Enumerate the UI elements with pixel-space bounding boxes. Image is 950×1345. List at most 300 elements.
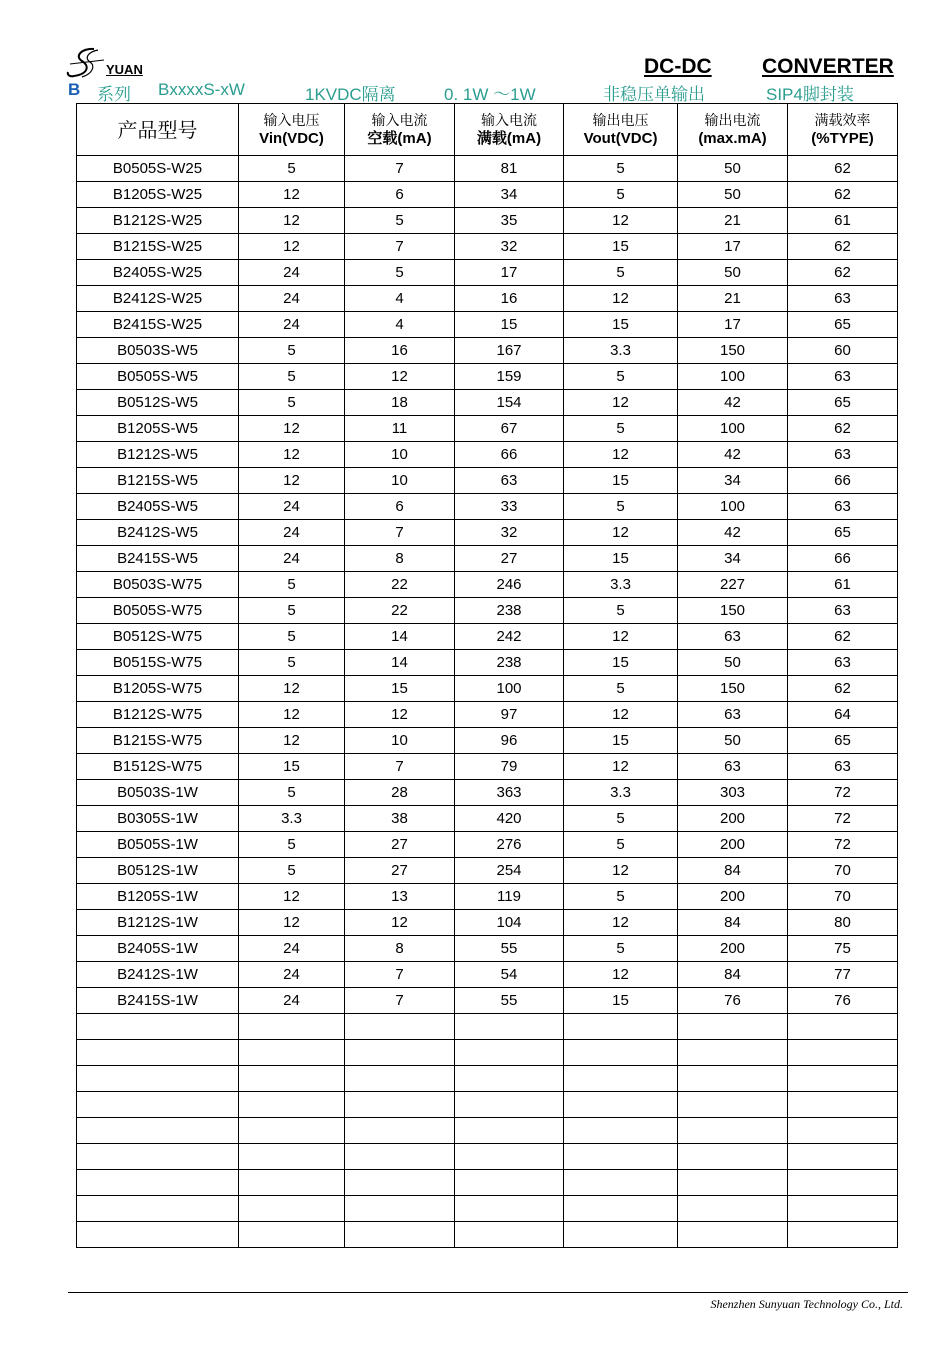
logo-text: YUAN bbox=[106, 62, 143, 77]
cell-vin: 24 bbox=[239, 988, 345, 1014]
cell-model: B1215S-W75 bbox=[77, 728, 239, 754]
cell-iin-fullload: 254 bbox=[455, 858, 564, 884]
cell-empty bbox=[345, 1196, 455, 1222]
cell-iin-noload: 7 bbox=[345, 156, 455, 182]
cell-iout: 17 bbox=[678, 234, 788, 260]
cell-empty bbox=[239, 1222, 345, 1248]
cell-vout: 15 bbox=[564, 728, 678, 754]
table-row bbox=[77, 312, 898, 338]
table-row bbox=[77, 234, 898, 260]
header-iout bbox=[678, 104, 788, 156]
cell-iin-noload: 5 bbox=[345, 208, 455, 234]
cell-iin-noload: 16 bbox=[345, 338, 455, 364]
cell-iin-noload: 7 bbox=[345, 234, 455, 260]
cell-iin-noload: 22 bbox=[345, 598, 455, 624]
cell-efficiency: 62 bbox=[788, 260, 898, 286]
cell-iout: 50 bbox=[678, 182, 788, 208]
table-row bbox=[77, 624, 898, 650]
cell-model: B1212S-W75 bbox=[77, 702, 239, 728]
table-row bbox=[77, 754, 898, 780]
cell-efficiency: 64 bbox=[788, 702, 898, 728]
table-row-empty bbox=[77, 1066, 898, 1092]
header-label: 输出电流 bbox=[704, 112, 761, 129]
cell-iin-fullload: 35 bbox=[455, 208, 564, 234]
cell-efficiency: 60 bbox=[788, 338, 898, 364]
cell-vin: 5 bbox=[239, 598, 345, 624]
table-row bbox=[77, 884, 898, 910]
cell-empty bbox=[788, 1222, 898, 1248]
series-subtitle bbox=[0, 80, 950, 104]
cell-model: B2415S-1W bbox=[77, 988, 239, 1014]
cell-model: B1205S-1W bbox=[77, 884, 239, 910]
cell-empty bbox=[678, 1170, 788, 1196]
cell-empty bbox=[678, 1222, 788, 1248]
cell-vin: 15 bbox=[239, 754, 345, 780]
cell-model: B1212S-W5 bbox=[77, 442, 239, 468]
cell-vin: 24 bbox=[239, 260, 345, 286]
cell-model: B0305S-1W bbox=[77, 806, 239, 832]
table-row bbox=[77, 962, 898, 988]
cell-model: B1212S-W25 bbox=[77, 208, 239, 234]
cell-empty bbox=[77, 1222, 239, 1248]
cell-vout: 12 bbox=[564, 702, 678, 728]
cell-empty bbox=[564, 1066, 678, 1092]
cell-empty bbox=[788, 1196, 898, 1222]
cell-iin-fullload: 33 bbox=[455, 494, 564, 520]
table-row bbox=[77, 546, 898, 572]
cell-empty bbox=[77, 1170, 239, 1196]
series-isolation: 1KVDC隔离 bbox=[305, 85, 396, 104]
cell-vout: 3.3 bbox=[564, 572, 678, 598]
cell-iin-fullload: 27 bbox=[455, 546, 564, 572]
table-row bbox=[77, 806, 898, 832]
cell-efficiency: 76 bbox=[788, 988, 898, 1014]
cell-empty bbox=[345, 1144, 455, 1170]
cell-iin-fullload: 67 bbox=[455, 416, 564, 442]
cell-vin: 5 bbox=[239, 156, 345, 182]
cell-efficiency: 72 bbox=[788, 806, 898, 832]
header-iin-fullload bbox=[455, 104, 564, 156]
cell-efficiency: 65 bbox=[788, 728, 898, 754]
cell-vout: 12 bbox=[564, 286, 678, 312]
cell-iin-fullload: 97 bbox=[455, 702, 564, 728]
cell-empty bbox=[239, 1170, 345, 1196]
cell-vin: 24 bbox=[239, 936, 345, 962]
cell-empty bbox=[77, 1118, 239, 1144]
cell-empty bbox=[345, 1014, 455, 1040]
cell-empty bbox=[564, 1170, 678, 1196]
header-unit: 空载(mA) bbox=[367, 129, 432, 147]
cell-model: B1205S-W25 bbox=[77, 182, 239, 208]
header-label: 输入电压 bbox=[263, 112, 320, 129]
cell-model: B1215S-W25 bbox=[77, 234, 239, 260]
cell-iin-fullload: 15 bbox=[455, 312, 564, 338]
cell-vin: 3.3 bbox=[239, 806, 345, 832]
cell-empty bbox=[455, 1170, 564, 1196]
cell-empty bbox=[455, 1092, 564, 1118]
cell-vin: 5 bbox=[239, 364, 345, 390]
cell-vin: 12 bbox=[239, 728, 345, 754]
series-power-range: 0. 1W ～1W bbox=[444, 85, 536, 104]
cell-iin-fullload: 420 bbox=[455, 806, 564, 832]
cell-iin-noload: 14 bbox=[345, 650, 455, 676]
cell-vin: 5 bbox=[239, 390, 345, 416]
cell-iin-noload: 6 bbox=[345, 182, 455, 208]
cell-efficiency: 63 bbox=[788, 494, 898, 520]
table-row bbox=[77, 208, 898, 234]
table-row bbox=[77, 650, 898, 676]
series-output-type: 非稳压单输出 bbox=[603, 85, 705, 104]
header-vout bbox=[564, 104, 678, 156]
cell-efficiency: 63 bbox=[788, 442, 898, 468]
header-label: 输出电压 bbox=[592, 112, 649, 129]
cell-efficiency: 63 bbox=[788, 364, 898, 390]
cell-iin-noload: 10 bbox=[345, 442, 455, 468]
cell-empty bbox=[564, 1144, 678, 1170]
cell-iin-noload: 7 bbox=[345, 988, 455, 1014]
cell-vin: 12 bbox=[239, 442, 345, 468]
cell-vin: 12 bbox=[239, 182, 345, 208]
cell-empty bbox=[345, 1092, 455, 1118]
cell-vout: 12 bbox=[564, 910, 678, 936]
header-label: 满载效率 bbox=[814, 112, 871, 129]
cell-iin-noload: 7 bbox=[345, 754, 455, 780]
table-row bbox=[77, 156, 898, 182]
table-row-empty bbox=[77, 1092, 898, 1118]
cell-iout: 50 bbox=[678, 156, 788, 182]
cell-iin-noload: 28 bbox=[345, 780, 455, 806]
cell-iin-fullload: 16 bbox=[455, 286, 564, 312]
cell-empty bbox=[239, 1144, 345, 1170]
cell-empty bbox=[788, 1040, 898, 1066]
table-header-row bbox=[77, 104, 898, 156]
cell-iin-fullload: 119 bbox=[455, 884, 564, 910]
cell-iout: 21 bbox=[678, 208, 788, 234]
cell-iin-fullload: 34 bbox=[455, 182, 564, 208]
cell-efficiency: 80 bbox=[788, 910, 898, 936]
cell-iin-fullload: 100 bbox=[455, 676, 564, 702]
cell-vin: 5 bbox=[239, 572, 345, 598]
cell-efficiency: 65 bbox=[788, 390, 898, 416]
cell-vout: 12 bbox=[564, 442, 678, 468]
cell-model: B0505S-1W bbox=[77, 832, 239, 858]
cell-model: B1212S-1W bbox=[77, 910, 239, 936]
cell-empty bbox=[788, 1014, 898, 1040]
cell-iout: 34 bbox=[678, 546, 788, 572]
cell-model: B2405S-W5 bbox=[77, 494, 239, 520]
cell-efficiency: 62 bbox=[788, 676, 898, 702]
cell-iin-fullload: 55 bbox=[455, 988, 564, 1014]
cell-iin-fullload: 81 bbox=[455, 156, 564, 182]
cell-empty bbox=[455, 1040, 564, 1066]
cell-iout: 150 bbox=[678, 598, 788, 624]
cell-empty bbox=[455, 1222, 564, 1248]
table-row bbox=[77, 442, 898, 468]
cell-iin-noload: 10 bbox=[345, 728, 455, 754]
cell-vin: 12 bbox=[239, 468, 345, 494]
table-row bbox=[77, 988, 898, 1014]
cell-iout: 84 bbox=[678, 910, 788, 936]
series-word: 系列 bbox=[97, 85, 131, 104]
cell-empty bbox=[239, 1092, 345, 1118]
cell-efficiency: 70 bbox=[788, 858, 898, 884]
cell-efficiency: 66 bbox=[788, 468, 898, 494]
series-model: BxxxxS-xW bbox=[158, 80, 245, 99]
cell-efficiency: 72 bbox=[788, 780, 898, 806]
cell-vin: 12 bbox=[239, 910, 345, 936]
cell-vout: 5 bbox=[564, 364, 678, 390]
cell-empty bbox=[239, 1014, 345, 1040]
cell-empty bbox=[345, 1222, 455, 1248]
cell-vout: 5 bbox=[564, 936, 678, 962]
cell-iin-noload: 8 bbox=[345, 546, 455, 572]
cell-empty bbox=[239, 1196, 345, 1222]
table-row bbox=[77, 260, 898, 286]
cell-efficiency: 65 bbox=[788, 312, 898, 338]
cell-efficiency: 66 bbox=[788, 546, 898, 572]
cell-efficiency: 62 bbox=[788, 624, 898, 650]
table-row bbox=[77, 338, 898, 364]
cell-iin-fullload: 17 bbox=[455, 260, 564, 286]
cell-model: B1205S-W5 bbox=[77, 416, 239, 442]
cell-iin-noload: 7 bbox=[345, 520, 455, 546]
cell-iout: 42 bbox=[678, 520, 788, 546]
cell-empty bbox=[239, 1118, 345, 1144]
cell-iin-fullload: 159 bbox=[455, 364, 564, 390]
cell-empty bbox=[678, 1144, 788, 1170]
cell-iin-fullload: 96 bbox=[455, 728, 564, 754]
table-row bbox=[77, 728, 898, 754]
table-row bbox=[77, 520, 898, 546]
cell-vout: 5 bbox=[564, 676, 678, 702]
cell-model: B0505S-W5 bbox=[77, 364, 239, 390]
cell-iout: 84 bbox=[678, 858, 788, 884]
cell-efficiency: 72 bbox=[788, 832, 898, 858]
cell-model: B1205S-W75 bbox=[77, 676, 239, 702]
table-row bbox=[77, 494, 898, 520]
cell-efficiency: 63 bbox=[788, 598, 898, 624]
cell-vin: 5 bbox=[239, 650, 345, 676]
cell-vout: 5 bbox=[564, 182, 678, 208]
cell-iin-noload: 12 bbox=[345, 702, 455, 728]
table-row bbox=[77, 572, 898, 598]
cell-iout: 200 bbox=[678, 884, 788, 910]
cell-iout: 150 bbox=[678, 338, 788, 364]
series-letter: B bbox=[68, 80, 81, 99]
page-title-converter: CONVERTER bbox=[762, 55, 894, 78]
cell-vin: 12 bbox=[239, 702, 345, 728]
cell-vin: 12 bbox=[239, 884, 345, 910]
cell-empty bbox=[239, 1066, 345, 1092]
cell-vout: 5 bbox=[564, 494, 678, 520]
cell-model: B2405S-W25 bbox=[77, 260, 239, 286]
cell-iout: 100 bbox=[678, 364, 788, 390]
cell-iin-noload: 4 bbox=[345, 286, 455, 312]
table-row-empty bbox=[77, 1222, 898, 1248]
cell-vin: 24 bbox=[239, 962, 345, 988]
cell-iout: 200 bbox=[678, 806, 788, 832]
cell-vout: 15 bbox=[564, 546, 678, 572]
table-row-empty bbox=[77, 1196, 898, 1222]
cell-iin-fullload: 276 bbox=[455, 832, 564, 858]
header-label: 输入电流 bbox=[481, 112, 537, 129]
cell-empty bbox=[678, 1118, 788, 1144]
cell-model: B0503S-W75 bbox=[77, 572, 239, 598]
cell-empty bbox=[788, 1118, 898, 1144]
cell-empty bbox=[678, 1196, 788, 1222]
cell-vout: 12 bbox=[564, 962, 678, 988]
table-row bbox=[77, 468, 898, 494]
table-row bbox=[77, 676, 898, 702]
script-s-logo-icon bbox=[64, 46, 110, 80]
cell-iout: 21 bbox=[678, 286, 788, 312]
cell-vin: 24 bbox=[239, 546, 345, 572]
cell-iin-fullload: 363 bbox=[455, 780, 564, 806]
cell-model: B0503S-1W bbox=[77, 780, 239, 806]
cell-iout: 50 bbox=[678, 728, 788, 754]
cell-empty bbox=[678, 1066, 788, 1092]
cell-vin: 24 bbox=[239, 520, 345, 546]
cell-iin-fullload: 55 bbox=[455, 936, 564, 962]
cell-empty bbox=[345, 1118, 455, 1144]
cell-efficiency: 62 bbox=[788, 416, 898, 442]
cell-iin-noload: 22 bbox=[345, 572, 455, 598]
table-row bbox=[77, 364, 898, 390]
cell-empty bbox=[77, 1066, 239, 1092]
cell-iin-noload: 15 bbox=[345, 676, 455, 702]
cell-vin: 12 bbox=[239, 416, 345, 442]
cell-iin-noload: 13 bbox=[345, 884, 455, 910]
cell-empty bbox=[564, 1092, 678, 1118]
cell-vout: 3.3 bbox=[564, 780, 678, 806]
cell-iin-fullload: 238 bbox=[455, 650, 564, 676]
cell-vin: 5 bbox=[239, 338, 345, 364]
cell-empty bbox=[345, 1040, 455, 1066]
cell-iin-noload: 11 bbox=[345, 416, 455, 442]
cell-iout: 42 bbox=[678, 442, 788, 468]
header-label: 产品型号 bbox=[117, 117, 198, 142]
cell-efficiency: 62 bbox=[788, 234, 898, 260]
cell-vout: 5 bbox=[564, 806, 678, 832]
table-row bbox=[77, 832, 898, 858]
cell-empty bbox=[455, 1014, 564, 1040]
cell-iout: 63 bbox=[678, 702, 788, 728]
cell-vin: 24 bbox=[239, 494, 345, 520]
table-row bbox=[77, 910, 898, 936]
cell-vout: 12 bbox=[564, 624, 678, 650]
cell-iout: 100 bbox=[678, 416, 788, 442]
cell-empty bbox=[564, 1118, 678, 1144]
table-row bbox=[77, 416, 898, 442]
cell-vin: 5 bbox=[239, 624, 345, 650]
cell-iin-fullload: 32 bbox=[455, 520, 564, 546]
cell-model: B1512S-W75 bbox=[77, 754, 239, 780]
cell-model: B2412S-1W bbox=[77, 962, 239, 988]
cell-iin-fullload: 54 bbox=[455, 962, 564, 988]
cell-iin-noload: 27 bbox=[345, 858, 455, 884]
cell-iin-noload: 12 bbox=[345, 364, 455, 390]
cell-vout: 5 bbox=[564, 156, 678, 182]
cell-empty bbox=[788, 1144, 898, 1170]
cell-iout: 42 bbox=[678, 390, 788, 416]
cell-iin-noload: 7 bbox=[345, 962, 455, 988]
cell-vout: 15 bbox=[564, 234, 678, 260]
cell-vin: 5 bbox=[239, 858, 345, 884]
cell-empty bbox=[678, 1014, 788, 1040]
cell-iout: 227 bbox=[678, 572, 788, 598]
cell-iin-fullload: 79 bbox=[455, 754, 564, 780]
cell-empty bbox=[564, 1014, 678, 1040]
cell-iout: 84 bbox=[678, 962, 788, 988]
cell-empty bbox=[77, 1014, 239, 1040]
table-row bbox=[77, 286, 898, 312]
cell-iin-fullload: 167 bbox=[455, 338, 564, 364]
cell-iout: 50 bbox=[678, 650, 788, 676]
spec-table bbox=[76, 103, 898, 1248]
cell-empty bbox=[77, 1144, 239, 1170]
cell-efficiency: 62 bbox=[788, 156, 898, 182]
cell-empty bbox=[455, 1196, 564, 1222]
cell-vout: 5 bbox=[564, 884, 678, 910]
cell-vout: 12 bbox=[564, 754, 678, 780]
cell-vout: 5 bbox=[564, 598, 678, 624]
cell-vout: 5 bbox=[564, 416, 678, 442]
cell-iin-noload: 38 bbox=[345, 806, 455, 832]
cell-empty bbox=[239, 1040, 345, 1066]
cell-vout: 5 bbox=[564, 832, 678, 858]
cell-vin: 24 bbox=[239, 286, 345, 312]
table-row-empty bbox=[77, 1014, 898, 1040]
cell-efficiency: 63 bbox=[788, 286, 898, 312]
cell-iout: 100 bbox=[678, 494, 788, 520]
cell-empty bbox=[678, 1040, 788, 1066]
cell-model: B2412S-W25 bbox=[77, 286, 239, 312]
cell-vin: 24 bbox=[239, 312, 345, 338]
cell-empty bbox=[77, 1040, 239, 1066]
header-iin-noload bbox=[345, 104, 455, 156]
cell-vin: 12 bbox=[239, 208, 345, 234]
cell-vout: 12 bbox=[564, 208, 678, 234]
cell-iin-noload: 8 bbox=[345, 936, 455, 962]
table-row bbox=[77, 936, 898, 962]
table-row bbox=[77, 702, 898, 728]
cell-model: B0515S-W75 bbox=[77, 650, 239, 676]
cell-iin-fullload: 238 bbox=[455, 598, 564, 624]
cell-model: B0503S-W5 bbox=[77, 338, 239, 364]
cell-iin-noload: 5 bbox=[345, 260, 455, 286]
header-unit: (%TYPE) bbox=[811, 129, 874, 147]
header-unit: (max.mA) bbox=[698, 129, 767, 147]
cell-iout: 63 bbox=[678, 754, 788, 780]
cell-empty bbox=[345, 1066, 455, 1092]
table-row bbox=[77, 858, 898, 884]
cell-vout: 15 bbox=[564, 312, 678, 338]
cell-iin-noload: 18 bbox=[345, 390, 455, 416]
company-logo bbox=[64, 46, 154, 80]
cell-model: B0512S-1W bbox=[77, 858, 239, 884]
header-unit: Vout(VDC) bbox=[583, 129, 658, 147]
table-row bbox=[77, 780, 898, 806]
cell-iin-noload: 4 bbox=[345, 312, 455, 338]
cell-iin-fullload: 246 bbox=[455, 572, 564, 598]
cell-model: B2415S-W25 bbox=[77, 312, 239, 338]
cell-empty bbox=[455, 1118, 564, 1144]
cell-iout: 200 bbox=[678, 832, 788, 858]
cell-iout: 17 bbox=[678, 312, 788, 338]
header-efficiency bbox=[788, 104, 898, 156]
cell-iin-fullload: 242 bbox=[455, 624, 564, 650]
cell-efficiency: 75 bbox=[788, 936, 898, 962]
